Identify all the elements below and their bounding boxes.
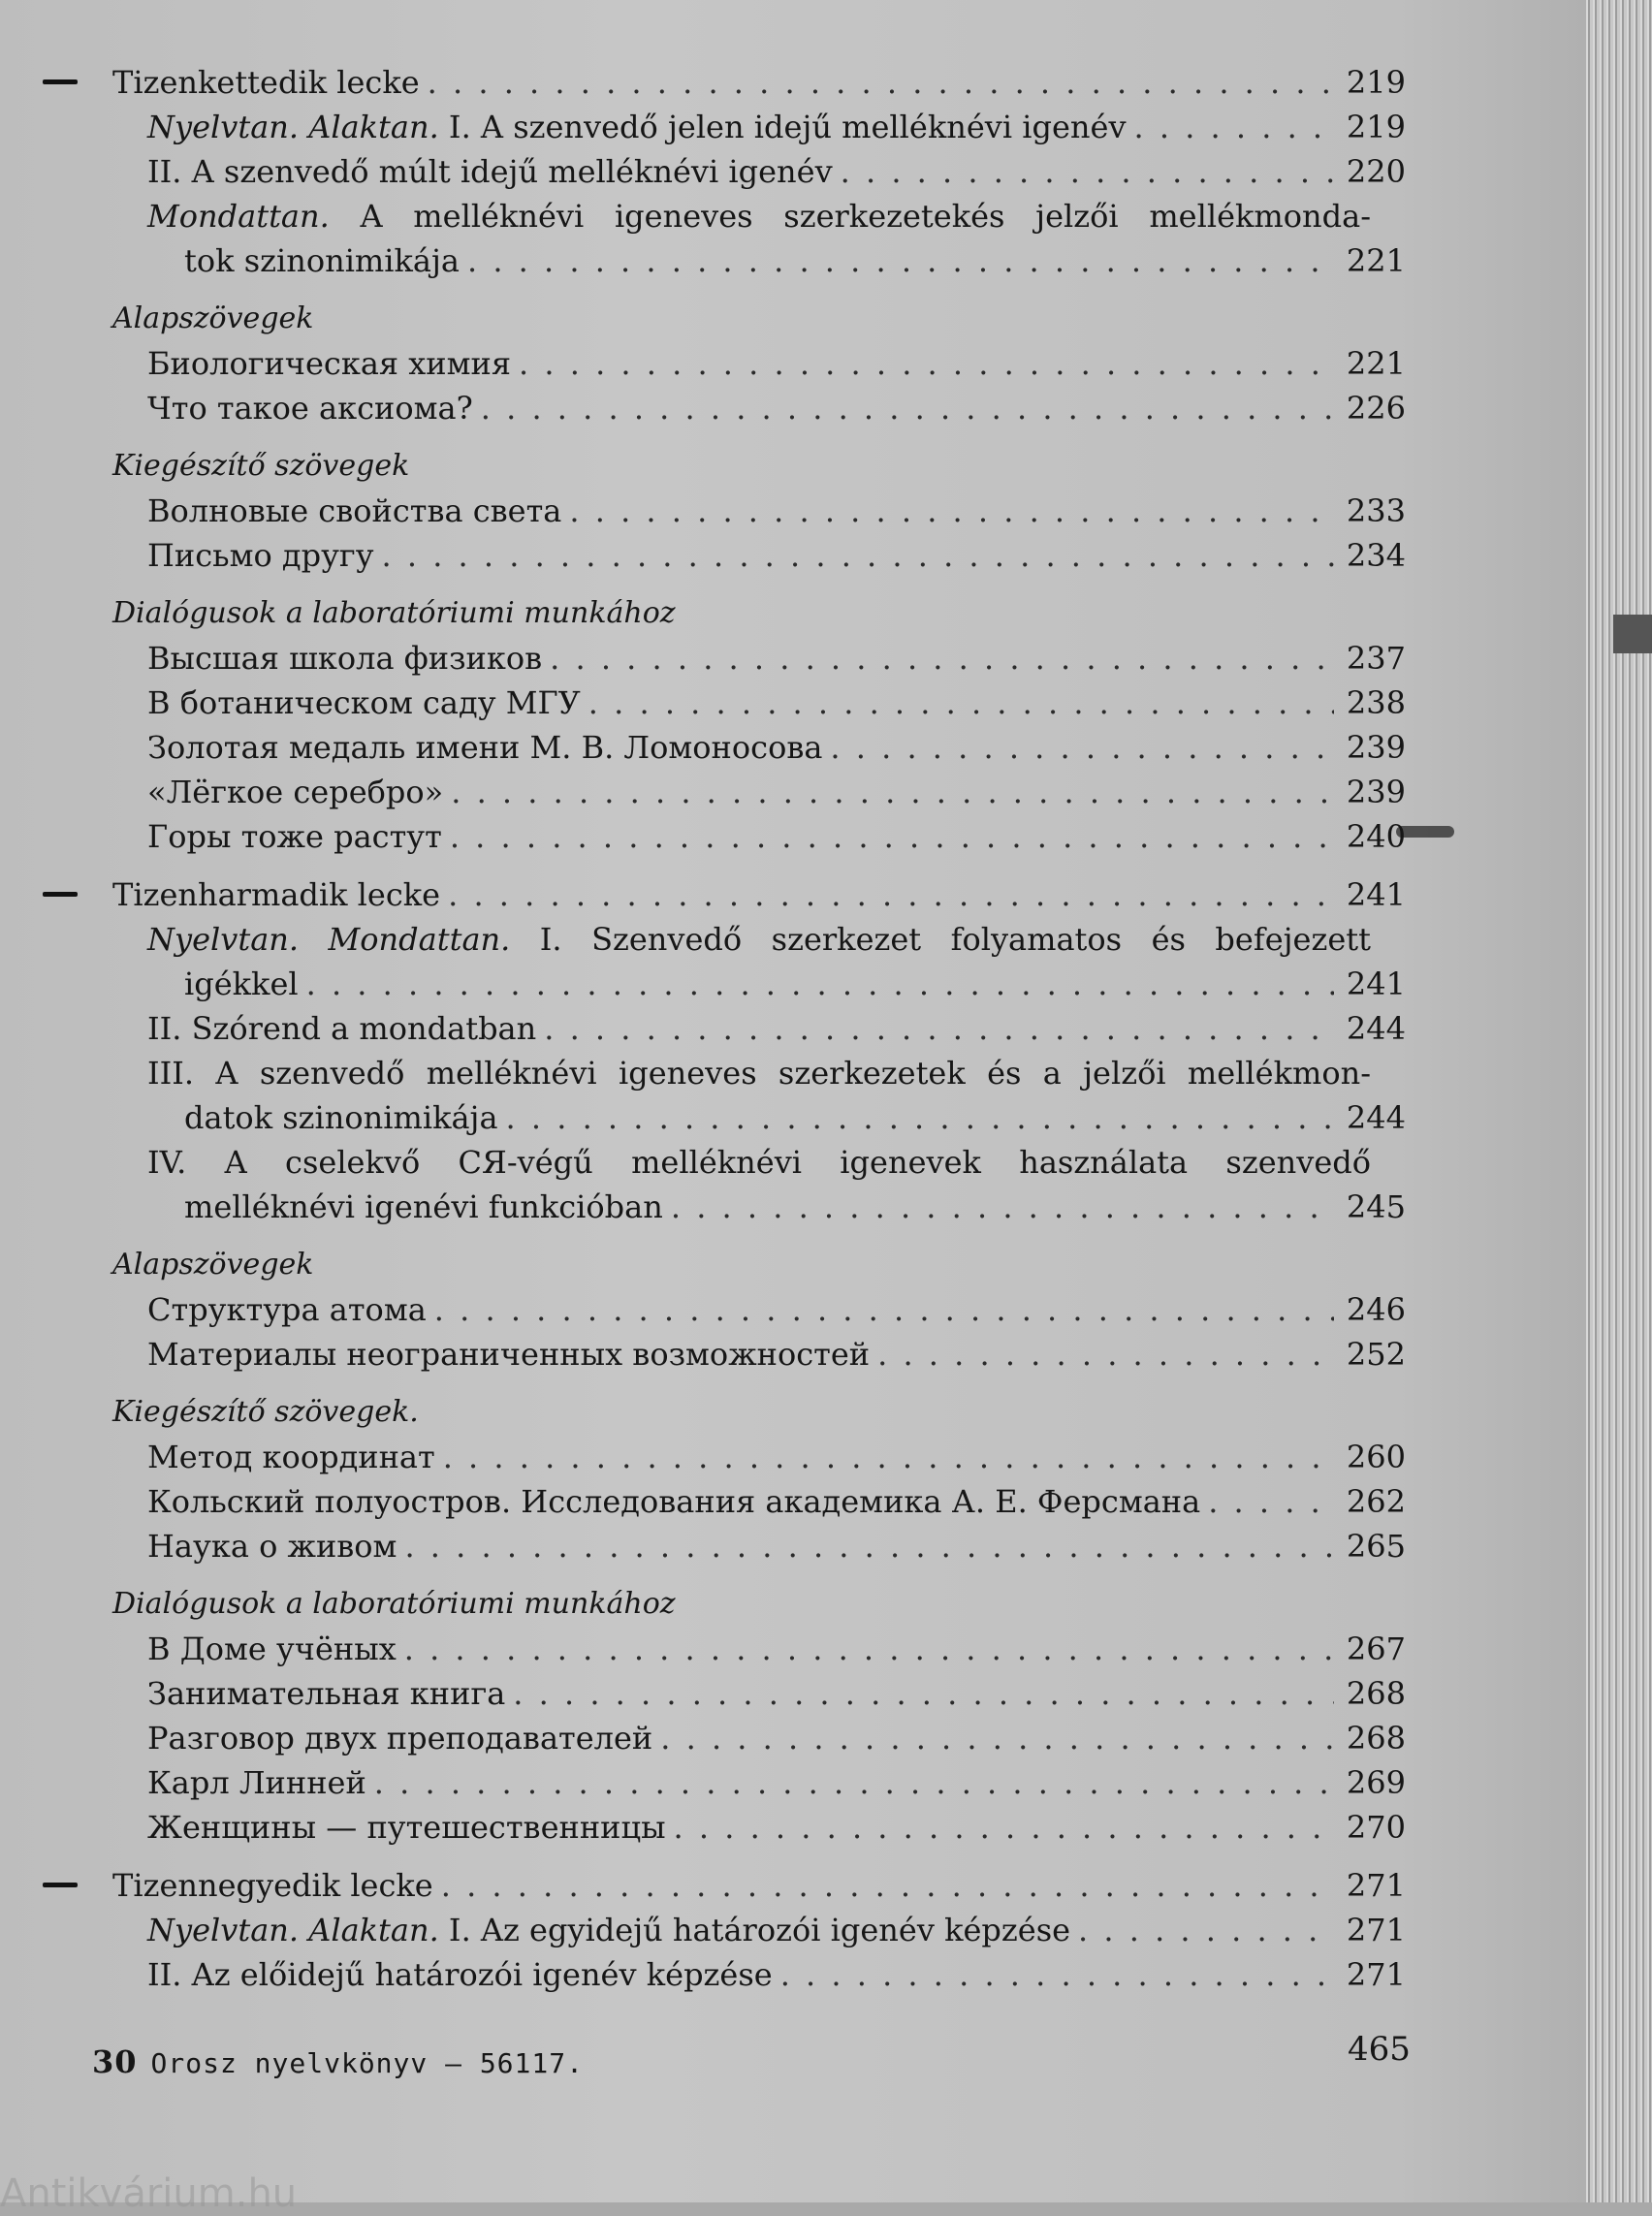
- entry-page: 219: [1346, 109, 1406, 145]
- entry-page: 262: [1346, 1483, 1406, 1520]
- toc-entry: [107, 386, 1406, 430]
- entry-text: [147, 194, 1371, 238]
- entry-page: 252: [1346, 1336, 1406, 1373]
- dot-leader: [1078, 1908, 1334, 1952]
- entry-title: II. Szórend a mondatban: [147, 1010, 537, 1047]
- entry-title-cont: igékkel: [184, 966, 299, 1002]
- entry-text: [147, 149, 833, 194]
- entry-text: [147, 1140, 1371, 1185]
- entry-text: [147, 1435, 435, 1479]
- table-of-contents: [107, 60, 1406, 1997]
- entry-page: 260: [1346, 1439, 1406, 1475]
- entry-title: Женщины — путешественницы: [147, 1809, 666, 1846]
- toc-entry: [107, 770, 1406, 814]
- dot-leader: [780, 1952, 1334, 1997]
- entry-title: Метод координат: [147, 1439, 435, 1475]
- margin-mark: [43, 79, 78, 84]
- toc-entry: [107, 533, 1406, 578]
- entry-title: Биологическая химия: [147, 345, 512, 382]
- entry-page: 237: [1346, 640, 1406, 677]
- dot-leader: [428, 60, 1334, 105]
- entry-text: [147, 1332, 870, 1377]
- margin-mark: [43, 892, 78, 897]
- entry-title: Tizenkettedik lecke: [112, 64, 420, 101]
- entry-title: Занимательная книга: [147, 1675, 506, 1712]
- spacer: [107, 859, 1406, 872]
- section-heading: Alapszövegek: [112, 301, 314, 335]
- entry-text: [147, 1671, 505, 1716]
- toc-entry: [107, 681, 1406, 725]
- grammar-entry: [107, 1952, 1406, 1997]
- entry-text: [147, 1287, 427, 1332]
- entry-page: 220: [1346, 153, 1406, 190]
- entry-title: Разговор двух преподавателей: [147, 1720, 653, 1757]
- entry-title: IV. A cselekvő СЯ-végű melléknévi igenevek használata szenvedő: [147, 1144, 1371, 1181]
- entry-title: Золотая медаль имени М. В. Ломоносова: [147, 729, 823, 766]
- entry-title: Tizennegyedik lecke: [112, 1867, 433, 1904]
- toc-entry: [107, 1524, 1406, 1568]
- entry-page: 239: [1346, 774, 1406, 810]
- section-heading: Alapszövegek: [112, 1248, 314, 1282]
- dot-leader: [544, 1006, 1334, 1051]
- entry-title: В Доме учёных: [147, 1630, 397, 1667]
- dot-leader: [674, 1805, 1334, 1850]
- entry-page: 246: [1346, 1291, 1406, 1328]
- entry-page: 238: [1346, 684, 1406, 721]
- entry-text: [147, 105, 1127, 149]
- toc-entry: [107, 1716, 1406, 1760]
- grammar-entry-cont: [107, 962, 1406, 1006]
- spacer: [107, 1229, 1406, 1243]
- entry-page: 240: [1346, 818, 1406, 855]
- entry-title: Письмо другу: [147, 537, 374, 574]
- toc-entry: [107, 636, 1406, 681]
- entry-page: 271: [1346, 1912, 1406, 1948]
- entry-text: [147, 636, 542, 681]
- toc-entry: [107, 1805, 1406, 1850]
- grammar-entry-cont: [107, 1095, 1406, 1140]
- entry-text: [147, 341, 511, 386]
- entry-title: II. A szenvedő múlt idejű melléknévi igenév: [147, 153, 833, 190]
- entry-page: 270: [1346, 1809, 1406, 1846]
- entry-page: 244: [1346, 1099, 1406, 1136]
- dot-leader: [450, 814, 1334, 859]
- entry-page: 221: [1346, 345, 1406, 382]
- entry-page: 269: [1346, 1764, 1406, 1801]
- entry-label: Nyelvtan. Mondattan.: [147, 921, 511, 958]
- toc-entry: [107, 1627, 1406, 1671]
- entry-text: [112, 1863, 433, 1908]
- footer-imprint: [92, 2043, 584, 2080]
- entry-text: [147, 1051, 1371, 1095]
- signature-number: 30: [92, 2043, 138, 2080]
- dot-leader: [443, 1435, 1334, 1479]
- page-edge: [1586, 0, 1652, 2202]
- toc-entry: [107, 1332, 1406, 1377]
- section-heading: Dialógusok a laboratóriumi munkához: [112, 596, 676, 630]
- entry-title: Кольский полуостров. Исследования академика А. Е. Ферсмана: [147, 1483, 1201, 1520]
- section-heading: Kiegészítő szövegek: [112, 449, 410, 483]
- toc-entry: [107, 1435, 1406, 1479]
- spacer: [107, 578, 1406, 591]
- entry-title: I. Az egyidejű határozói igenév képzése: [438, 1912, 1071, 1948]
- dot-leader: [588, 681, 1334, 725]
- toc-entry: [107, 489, 1406, 533]
- dot-leader: [467, 238, 1334, 283]
- entry-page: 268: [1346, 1720, 1406, 1757]
- dot-leader: [660, 1716, 1334, 1760]
- entry-text: [147, 1524, 397, 1568]
- page-number: 465: [1348, 2030, 1411, 2069]
- entry-page: 271: [1346, 1956, 1406, 1993]
- dot-leader: [841, 149, 1334, 194]
- dot-leader: [513, 1671, 1334, 1716]
- grammar-entry: [107, 917, 1406, 962]
- grammar-entry: [107, 1140, 1406, 1185]
- entry-text: [147, 1627, 397, 1671]
- entry-text: [147, 770, 443, 814]
- entry-label: Nyelvtan. Alaktan.: [147, 109, 439, 145]
- dot-leader: [404, 1524, 1334, 1568]
- lesson-heading: [107, 1863, 1406, 1908]
- entry-text: [147, 386, 473, 430]
- entry-page: 241: [1346, 876, 1406, 913]
- dot-leader: [830, 725, 1334, 770]
- entry-text: [112, 60, 420, 105]
- toc-entry: [107, 1479, 1406, 1524]
- dot-leader: [1134, 105, 1334, 149]
- entry-title: Структура атома: [147, 1291, 427, 1328]
- entry-title: II. Az előidejű határozói igenév képzése: [147, 1956, 773, 1993]
- spacer: [107, 430, 1406, 444]
- entry-page: 221: [1346, 242, 1406, 279]
- dot-leader: [448, 872, 1334, 917]
- entry-title: Материалы неограниченных возможностей: [147, 1336, 871, 1373]
- entry-title: «Лёгкое серебро»: [147, 774, 444, 810]
- entry-title: Карл Линней: [147, 1764, 366, 1801]
- entry-page: 239: [1346, 729, 1406, 766]
- imprint-text: Orosz nyelvkönyv – 56117.: [150, 2047, 584, 2079]
- entry-title: Волновые свойства света: [147, 492, 562, 529]
- entry-page: 233: [1346, 492, 1406, 529]
- dot-leader: [481, 386, 1334, 430]
- lesson-heading: [107, 60, 1406, 105]
- entry-title: В ботаническом саду МГУ: [147, 684, 581, 721]
- grammar-entry: [107, 105, 1406, 149]
- entry-text: [147, 1006, 536, 1051]
- entry-text: [147, 681, 581, 725]
- dot-leader: [306, 962, 1334, 1006]
- entry-title: Горы тоже растут: [147, 818, 442, 855]
- watermark: Antikvárium.hu: [0, 2171, 298, 2216]
- entry-title: III. A szenvedő melléknévi igeneves szerkezetek és a jelzői mellékmon-: [147, 1055, 1371, 1092]
- spacer: [107, 1377, 1406, 1390]
- entry-text: [147, 1908, 1070, 1952]
- entry-text: [147, 725, 822, 770]
- entry-text: [147, 1716, 652, 1760]
- entry-title-cont: datok szinonimikája: [184, 1099, 498, 1136]
- toc-entry: [107, 341, 1406, 386]
- dot-leader: [877, 1332, 1334, 1377]
- entry-page: 245: [1346, 1188, 1406, 1225]
- dot-leader: [374, 1760, 1334, 1805]
- toc-entry: [107, 814, 1406, 859]
- entry-text: [147, 533, 374, 578]
- entry-text: [147, 1760, 366, 1805]
- entry-page: 244: [1346, 1010, 1406, 1047]
- edge-tab-marker: [1613, 615, 1652, 653]
- lesson-heading: [107, 872, 1406, 917]
- entry-text: [112, 872, 440, 917]
- dot-leader: [441, 1863, 1334, 1908]
- entry-title: Высшая школа физиков: [147, 640, 543, 677]
- entry-title: Наука о живом: [147, 1528, 397, 1565]
- entry-text: [147, 917, 1371, 962]
- section-heading: Kiegészítő szövegek.: [112, 1395, 419, 1429]
- dot-leader: [506, 1095, 1334, 1140]
- dot-leader: [382, 533, 1334, 578]
- entry-title-cont: melléknévi igenévi funkcióban: [184, 1188, 663, 1225]
- entry-text: [147, 1952, 773, 1997]
- entry-label: Nyelvtan. Alaktan.: [147, 1912, 439, 1948]
- dot-leader: [404, 1627, 1334, 1671]
- entry-page: 241: [1346, 966, 1406, 1002]
- margin-mark: [43, 1883, 78, 1887]
- toc-entry: [107, 1671, 1406, 1716]
- dot-leader: [569, 489, 1334, 533]
- entry-page: 265: [1346, 1528, 1406, 1565]
- entry-label: Mondattan.: [147, 198, 330, 235]
- toc-entry: [107, 1760, 1406, 1805]
- entry-page: 268: [1346, 1675, 1406, 1712]
- entry-title: Что такое аксиома?: [147, 390, 473, 427]
- grammar-entry-cont: [107, 238, 1406, 283]
- section-heading: Dialógusok a laboratóriumi munkához: [112, 1587, 676, 1621]
- dot-leader: [1208, 1479, 1334, 1524]
- entry-page: 267: [1346, 1630, 1406, 1667]
- entry-text: [147, 1805, 666, 1850]
- entry-page: 234: [1346, 537, 1406, 574]
- entry-title: I. Szenvedő szerkezet folyamatos és befejezett: [510, 921, 1372, 958]
- entry-page: 219: [1346, 64, 1406, 101]
- entry-title: Tizenharmadik lecke: [112, 876, 441, 913]
- spacer: [107, 1568, 1406, 1582]
- toc-entry: [107, 725, 1406, 770]
- grammar-entry: [107, 1006, 1406, 1051]
- entry-title: I. A szenvedő jelen idejű melléknévi igenév: [438, 109, 1127, 145]
- grammar-entry: [107, 1051, 1406, 1095]
- grammar-entry: [107, 1908, 1406, 1952]
- dot-leader: [451, 770, 1334, 814]
- entry-text: [147, 489, 561, 533]
- dot-leader: [671, 1185, 1334, 1229]
- grammar-entry-cont: [107, 1185, 1406, 1229]
- entry-page: 271: [1346, 1867, 1406, 1904]
- dot-leader: [434, 1287, 1334, 1332]
- entry-text: [147, 1479, 1200, 1524]
- entry-title: A melléknévi igeneves szerkezetekés jelzői mellékmonda-: [329, 198, 1371, 235]
- spacer: [107, 1850, 1406, 1863]
- entry-text: [147, 814, 442, 859]
- grammar-entry: [107, 149, 1406, 194]
- grammar-entry: [107, 194, 1406, 238]
- entry-page: 226: [1346, 390, 1406, 427]
- dot-leader: [519, 341, 1334, 386]
- spacer: [107, 283, 1406, 297]
- toc-entry: [107, 1287, 1406, 1332]
- entry-title-cont: tok szinonimikája: [184, 242, 460, 279]
- dot-leader: [550, 636, 1334, 681]
